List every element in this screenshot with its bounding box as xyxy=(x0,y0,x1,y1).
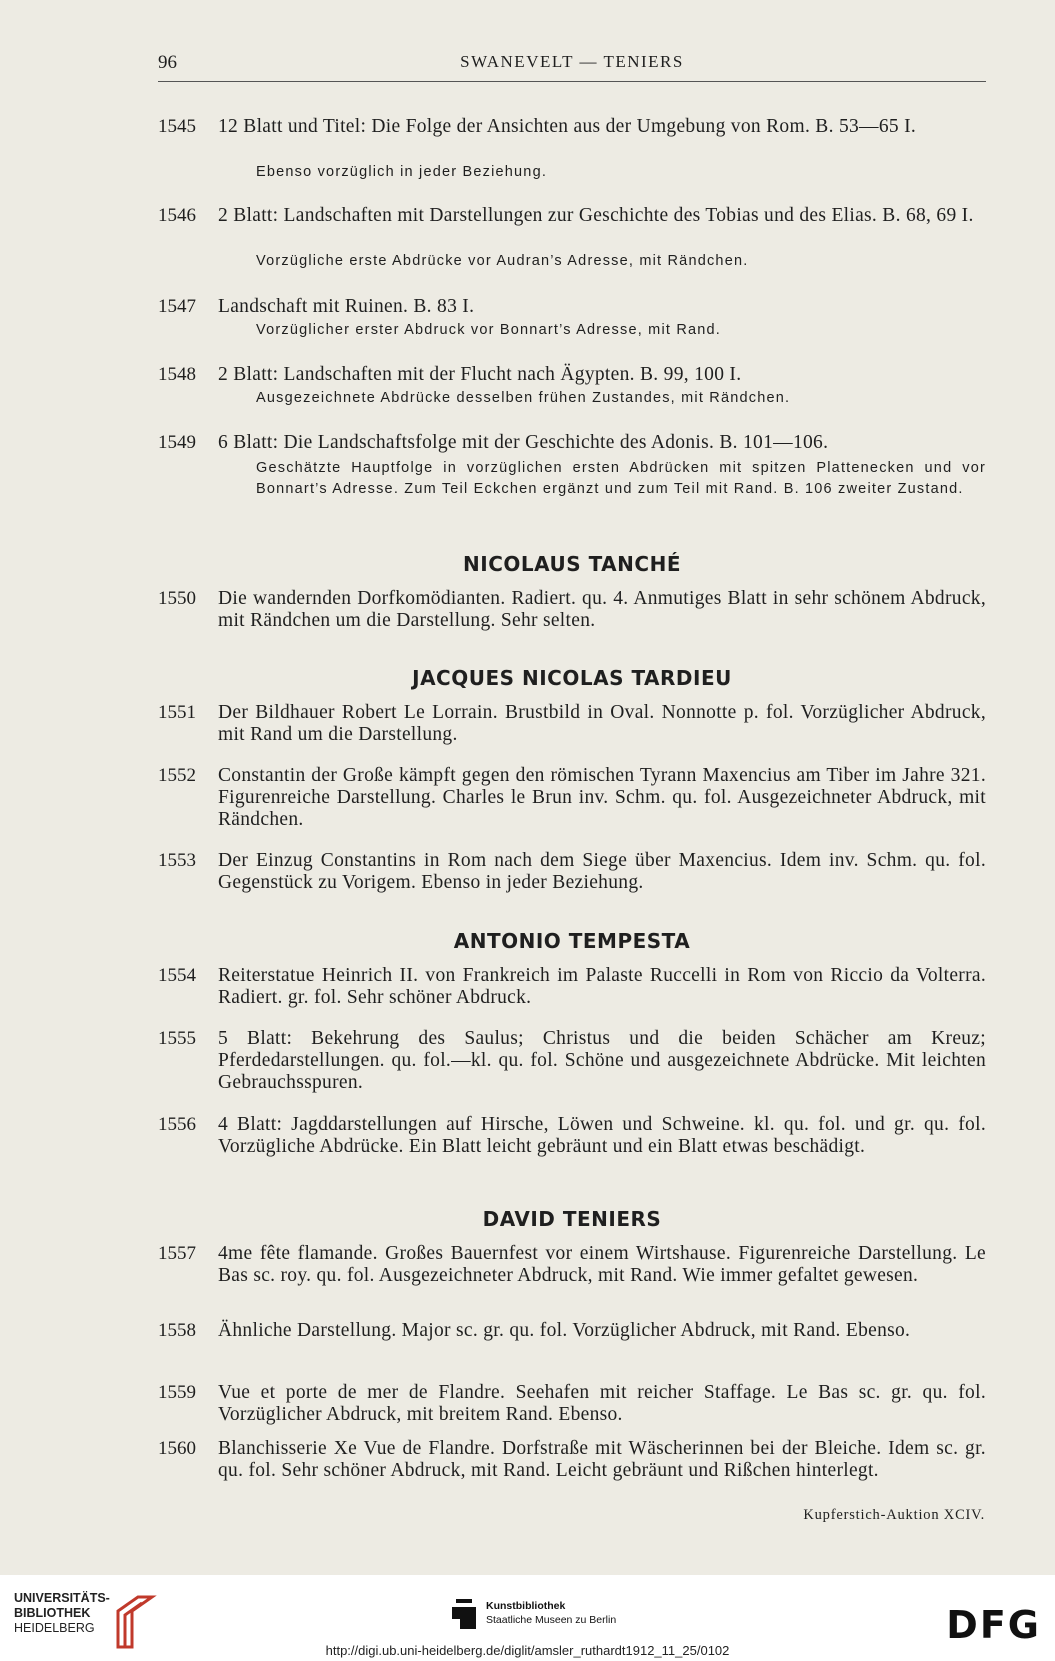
lot-number: 1546 xyxy=(158,205,196,226)
library-banner xyxy=(0,1575,1055,1661)
lot-number: 1552 xyxy=(158,765,196,786)
lot-description: 4me fête flamande. Großes Bauernfest vor einem Wirtshause. Figurenreiche Darstellung. Le Bas sc. roy. qu. fol. Ausgezeichneter Abdruck, mit Rand. Wie immer gefaltet gewesen. xyxy=(218,1243,986,1286)
lot-number: 1560 xyxy=(158,1438,196,1459)
header-rule xyxy=(158,81,986,82)
lot-description: 2 Blatt: Landschaften mit der Flucht nach Ägypten. B. 99, 100 I. xyxy=(218,364,742,385)
lot-note: Ebenso vorzüglich in jeder Beziehung. xyxy=(256,164,548,180)
lot-description: 4 Blatt: Jagddarstellungen auf Hirsche, Löwen und Schweine. kl. qu. fol. und gr. qu. fol. Vorzügliche Abdrücke. Ein Blatt leicht gebräunt und ein Blatt etwas beschädigt. xyxy=(218,1114,986,1157)
lot-number: 1550 xyxy=(158,588,196,609)
section-title-tanche: NICOLAUS TANCHÉ xyxy=(463,552,681,576)
lot-description: Der Einzug Constantins in Rom nach dem Siege über Maxencius. Idem inv. Schm. qu. fol. Gegenstück zu Vorigem. Ebenso in jeder Beziehung. xyxy=(218,850,986,893)
section-title-tardieu: JACQUES NICOLAS TARDIEU xyxy=(412,666,732,690)
lot-description: Reiterstatue Heinrich II. von Frankreich im Palaste Ruccelli in Rom von Riccio da Volterra. Radiert. gr. fol. Sehr schöner Abdruck. xyxy=(218,965,986,1008)
kunstbibliothek-name: Kunstbibliothek Staatliche Museen zu Berlin xyxy=(486,1600,617,1626)
lot-description: Ähnliche Darstellung. Major sc. gr. qu. fol. Vorzüglicher Abdruck, mit Rand. Ebenso. xyxy=(218,1320,911,1341)
auction-footer: Kupferstich-Auktion XCIV. xyxy=(803,1507,985,1523)
section-title-tempesta: ANTONIO TEMPESTA xyxy=(453,929,691,953)
lot-note: Ausgezeichnete Abdrücke desselben frühen Zustandes, mit Rändchen. xyxy=(256,390,791,406)
lot-description: Der Bildhauer Robert Le Lorrain. Brustbild in Oval. Nonnotte p. fol. Vorzüglicher Abdruck, mit Rand um die Darstellung. xyxy=(218,702,986,745)
kunstbibliothek-logo[interactable] xyxy=(450,1595,670,1635)
lot-description: 6 Blatt: Die Landschaftsfolge mit der Geschichte des Adonis. B. 101—106. xyxy=(218,432,829,453)
page-header xyxy=(158,50,986,80)
lot-number: 1553 xyxy=(158,850,196,871)
kunstbibliothek-icon xyxy=(450,1599,478,1631)
lot-number: 1556 xyxy=(158,1114,196,1135)
lot-description: 5 Blatt: Bekehrung des Saulus; Christus und die beiden Schächer am Kreuz; Pferdedarstellungen. qu. fol.—kl. qu. fol. Schöne und ausgezeichnete Abdrücke. Mit leichten Gebrauchsspuren. xyxy=(218,1028,986,1093)
heidelberg-mark-icon xyxy=(108,1593,158,1649)
lot-number: 1559 xyxy=(158,1382,196,1403)
lot-number: 1557 xyxy=(158,1243,196,1264)
lot-note: Geschätzte Hauptfolge in vorzüglichen ersten Abdrücken mit spitzen Plattenecken und vor Bonnart’s Adresse. Zum Teil Eckchen ergänzt und zum Teil mit Rand. B. 106 zweiter Zustand. xyxy=(256,460,986,497)
running-title: SWANEVELT — TENIERS xyxy=(460,52,684,71)
lot-number: 1558 xyxy=(158,1320,196,1341)
university-library-logo[interactable] xyxy=(14,1591,154,1651)
lot-description: Blanchisserie Xe Vue de Flandre. Dorfstraße mit Wäscherinnen bei der Bleiche. Idem sc. gr. qu. fol. Sehr schöner Abdruck, mit Rand. Leicht gebräunt und Rißchen hinterlegt. xyxy=(218,1438,986,1481)
lot-description: Vue et porte de mer de Flandre. Seehafen mit reicher Staffage. Le Bas sc. gr. qu. fol. Vorzüglicher Abdruck, mit breitem Rand. Ebenso. xyxy=(218,1382,986,1425)
lot-number: 1549 xyxy=(158,432,196,453)
section-title-teniers: DAVID TENIERS xyxy=(482,1207,662,1231)
lot-description: Constantin der Große kämpft gegen den römischen Tyrann Maxencius am Tiber im Jahre 321. Figurenreiche Darstellung. Charles le Brun inv. Schm. qu. fol. Ausgezeichneter Abdruck, mit Rändchen. xyxy=(218,765,986,830)
lot-description: 2 Blatt: Landschaften mit Darstellungen zur Geschichte des Tobias und des Elias. B. 68, 69 I. xyxy=(218,205,974,226)
lot-number: 1554 xyxy=(158,965,196,986)
lot-description: 12 Blatt und Titel: Die Folge der Ansichten aus der Umgebung von Rom. B. 53—65 I. xyxy=(218,116,917,137)
university-library-name: UNIVERSITÄTS- BIBLIOTHEK HEIDELBERG xyxy=(14,1591,110,1635)
lot-number: 1551 xyxy=(158,702,196,723)
lot-number: 1555 xyxy=(158,1028,196,1049)
lot-note: Vorzügliche erste Abdrücke vor Audran’s Adresse, mit Rändchen. xyxy=(256,253,749,269)
lot-description: Die wandernden Dorfkomödianten. Radiert. qu. 4. Anmutiges Blatt in sehr schönem Abdruck, mit Rändchen um die Darstellung. Sehr selten. xyxy=(218,588,986,631)
lot-number: 1548 xyxy=(158,364,196,385)
lot-number: 1545 xyxy=(158,116,196,137)
source-url[interactable]: http://digi.ub.uni-heidelberg.de/diglit/amsler_ruthardt1912_11_25/0102 xyxy=(325,1643,730,1658)
page-number: 96 xyxy=(158,52,177,73)
lot-description: Landschaft mit Ruinen. B. 83 I. xyxy=(218,296,475,317)
lot-note: Vorzüglicher erster Abdruck vor Bonnart’s Adresse, mit Rand. xyxy=(256,322,722,338)
lot-number: 1547 xyxy=(158,296,196,317)
dfg-logo[interactable]: DFG xyxy=(946,1603,1041,1647)
